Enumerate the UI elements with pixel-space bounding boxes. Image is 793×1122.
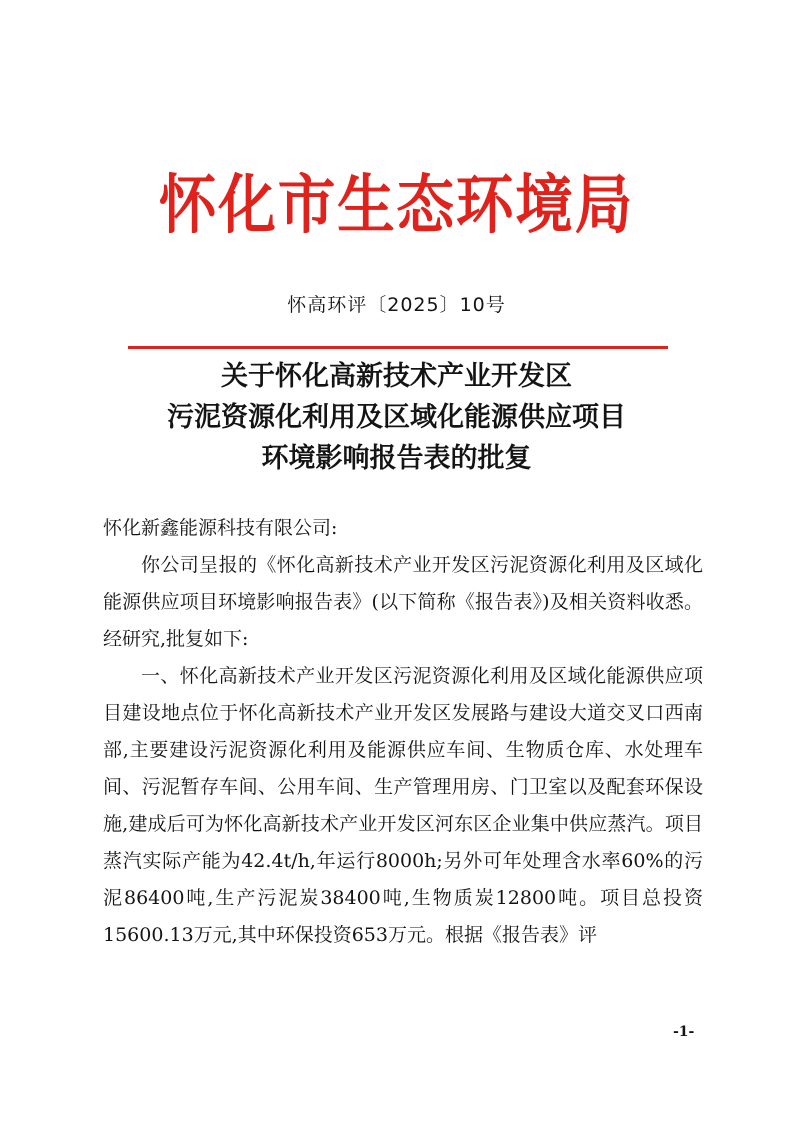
document-body [103,510,703,954]
page-number: -1- [673,1024,695,1040]
paragraph-intro: 你公司呈报的《怀化高新技术产业开发区污泥资源化利用及区域化能源供应项目环境影响报告表》(以下简称《报告表》)及相关资料收悉。经研究,批复如下: [103,554,703,650]
document-title [0,356,793,479]
title-line-1: 关于怀化高新技术产业开发区 [221,361,572,392]
paragraph-item-1: 一、怀化高新技术产业开发区污泥资源化利用及区域化能源供应项目建设地点位于怀化高新技术产业开发区发展路与建设大道交叉口西南部,主要建设污泥资源化利用及能源供应车间、生物质仓库、水处理车间、污泥暂存车间、公用车间、生产管理用房、门卫室以及配套环保设施,建成后可为怀化高新技术产业开发区河东区企业集中供应蒸汽。项目蒸汽实际产能为42.4t/h,年运行8000h;另外可年处理含水率60%的污泥86400吨,生产污泥炭38400吨,生物质炭12800吨。项目总投资15600.13万元,其中环保投资653万元。根据《报告表》评 [103,665,703,946]
red-divider-line [128,346,668,349]
title-line-2: 污泥资源化利用及区域化能源供应项目 [167,402,626,433]
agency-header: 怀化市生态环境局 [158,169,635,243]
document-number: 怀高环评〔2025〕10号 [287,294,506,316]
salutation: 怀化新鑫能源科技有限公司: [103,517,338,539]
title-line-3: 环境影响报告表的批复 [261,443,532,474]
